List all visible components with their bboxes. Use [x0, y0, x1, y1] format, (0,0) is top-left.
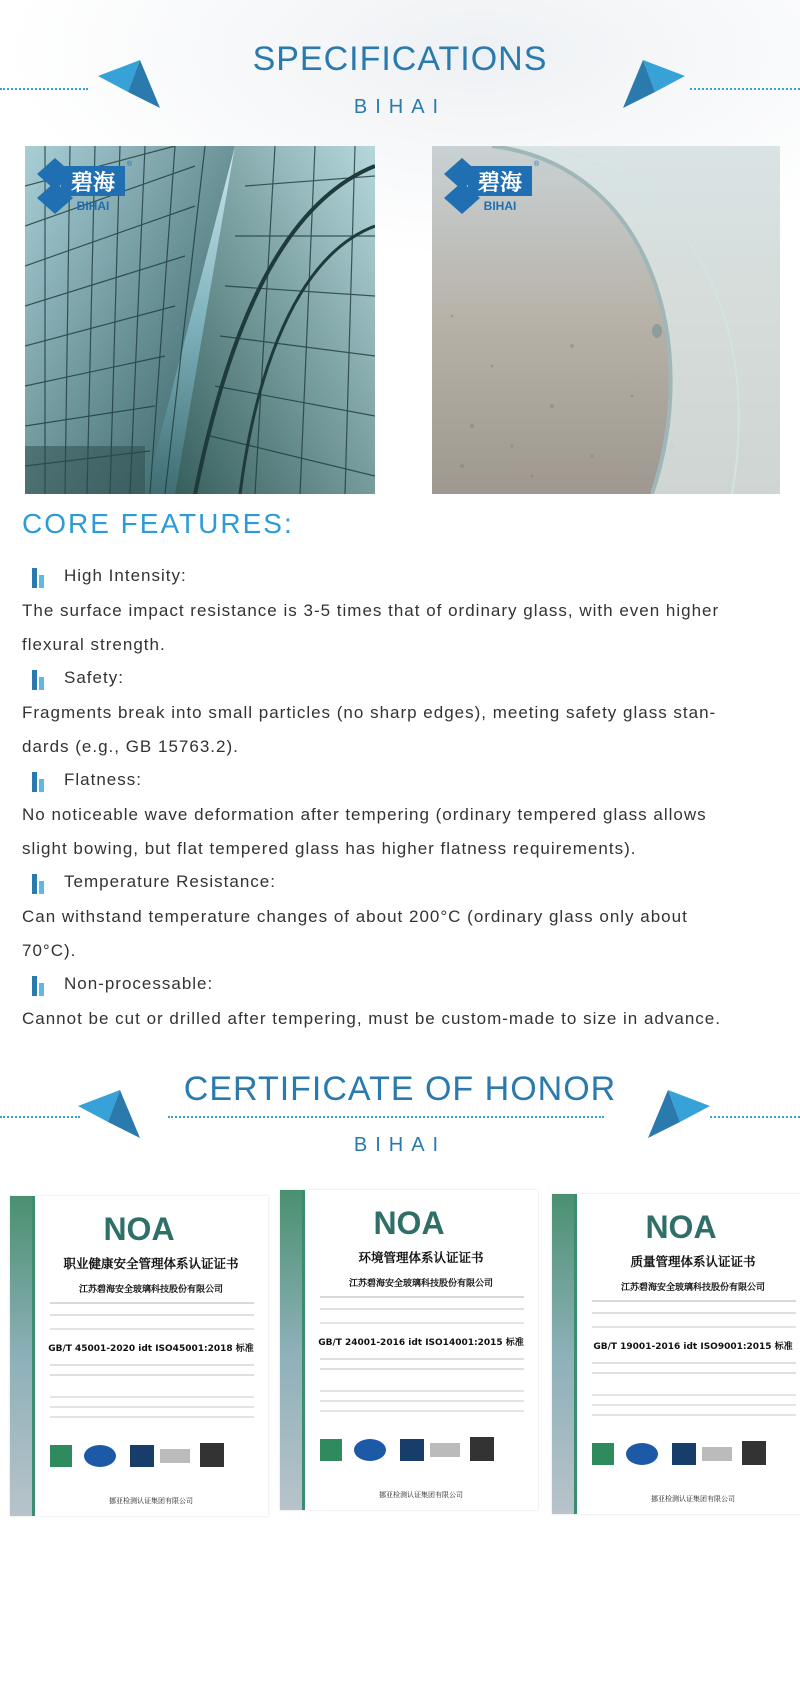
feature-desc-line: No noticeable wave deformation after tempering (ordinary tempered glass allows — [22, 805, 707, 824]
cert-side-line — [302, 1190, 305, 1510]
feature-desc-line: 70°C). — [22, 941, 77, 960]
specifications-header — [0, 0, 800, 130]
bihai-logo-icon — [33, 154, 133, 218]
feature-description — [22, 900, 782, 968]
right-arrow-icon — [615, 58, 685, 118]
accreditation-badges-icon — [50, 1441, 250, 1471]
feature-item — [22, 662, 782, 764]
feature-heading — [22, 866, 782, 900]
feature-title: Safety: — [64, 668, 124, 687]
bar-chart-icon — [32, 770, 46, 792]
noa-logo-icon — [80, 1208, 198, 1248]
certificate-header — [0, 1060, 800, 1180]
registered-mark: ® — [127, 161, 133, 168]
registered-mark: ® — [534, 161, 540, 168]
feature-heading — [22, 764, 782, 798]
specifications-subtitle: BIHAI — [353, 96, 447, 118]
feature-desc-line: The surface impact resistance is 3-5 times that of ordinary glass, with even higher — [22, 601, 720, 620]
features-list — [22, 560, 782, 1036]
feature-item — [22, 866, 782, 968]
cert-title: 职业健康安全管理体系认证证书 — [63, 1256, 239, 1271]
cert-company: 江苏碧海安全玻璃科技股份有限公司 — [620, 1283, 765, 1293]
cert-issuer: 挪亚检测认证集团有限公司 — [379, 1491, 463, 1499]
cert-side-line — [32, 1196, 35, 1516]
noa-logo-icon — [350, 1202, 468, 1242]
bihai-logo-icon — [440, 154, 540, 218]
feature-desc-line: dards (e.g., GB 15763.2). — [22, 737, 239, 756]
left-dotted-line — [0, 88, 88, 90]
feature-item — [22, 764, 782, 866]
cert-logo-text: NOA — [645, 1209, 717, 1245]
certificate-qms — [552, 1194, 800, 1514]
certificate-ems — [280, 1190, 538, 1510]
cert-title: 质量管理体系认证证书 — [630, 1254, 756, 1269]
cert-side-strip — [280, 1190, 302, 1510]
bar-chart-icon — [32, 566, 46, 588]
right-arrow-icon — [640, 1088, 710, 1148]
brand-logo-cn: 碧海 — [70, 171, 116, 196]
feature-heading — [22, 560, 782, 594]
feature-desc-line: Cannot be cut or drilled after tempering, must be custom-made to size in advance. — [22, 1009, 721, 1028]
accreditation-badges-icon — [320, 1435, 520, 1465]
photo-curved-glass — [432, 146, 780, 494]
feature-description — [22, 696, 782, 764]
right-dotted-line — [690, 88, 800, 90]
feature-title: Flatness: — [64, 770, 142, 789]
feature-item — [22, 560, 782, 662]
right-dotted-line — [710, 1116, 800, 1118]
core-features-title: CORE FEATURES: — [22, 508, 294, 539]
feature-title: Temperature Resistance: — [64, 872, 276, 891]
specifications-title: SPECIFICATIONS — [252, 40, 548, 78]
cert-company: 江苏碧海安全玻璃科技股份有限公司 — [348, 1279, 493, 1289]
photo-glass-building — [25, 146, 375, 494]
title-dotted-line — [168, 1116, 604, 1118]
feature-description — [22, 798, 782, 866]
certificate-subtitle: BIHAI — [353, 1134, 447, 1156]
feature-desc-line: slight bowing, but flat tempered glass has higher flatness requirements). — [22, 839, 637, 858]
left-dotted-line — [0, 1116, 80, 1118]
brand-logo-en: BIHAI — [76, 199, 110, 213]
feature-item — [22, 968, 782, 1036]
feature-description — [22, 594, 782, 662]
feature-heading — [22, 662, 782, 696]
cert-side-strip — [552, 1194, 574, 1514]
cert-issuer: 挪亚检测认证集团有限公司 — [651, 1495, 735, 1503]
cert-logo-text: NOA — [103, 1211, 175, 1247]
noa-logo-icon — [622, 1206, 740, 1246]
feature-desc-line: flexural strength. — [22, 635, 166, 654]
cert-issuer: 挪亚检测认证集团有限公司 — [109, 1497, 193, 1505]
brand-logo-cn: 碧海 — [477, 171, 523, 196]
cert-logo-text: NOA — [373, 1205, 445, 1241]
accreditation-badges-icon — [592, 1439, 792, 1469]
brand-logo-en: BIHAI — [483, 199, 517, 213]
feature-desc-line: Can withstand temperature changes of about 200°C (ordinary glass only about — [22, 907, 688, 926]
cert-side-strip — [10, 1196, 32, 1516]
feature-title: Non-processable: — [64, 974, 214, 993]
feature-heading — [22, 968, 782, 1002]
feature-desc-line: Fragments break into small particles (no sharp edges), meeting safety glass stan- — [22, 703, 717, 722]
cert-standard: GB/T 24001-2016 idt ISO14001:2015 标准 — [318, 1338, 524, 1348]
bar-chart-icon — [32, 974, 46, 996]
certificate-title: CERTIFICATE OF HONOR — [183, 1070, 617, 1108]
certificate-ohsms — [10, 1196, 268, 1516]
cert-standard: GB/T 19001-2016 idt ISO9001:2015 标准 — [593, 1342, 793, 1352]
cert-title: 环境管理体系认证证书 — [358, 1250, 484, 1265]
cert-company: 江苏碧海安全玻璃科技股份有限公司 — [78, 1285, 223, 1295]
bar-chart-icon — [32, 668, 46, 690]
feature-description — [22, 1002, 782, 1036]
cert-side-line — [574, 1194, 577, 1514]
feature-title: High Intensity: — [64, 566, 187, 585]
bar-chart-icon — [32, 872, 46, 894]
cert-standard: GB/T 45001-2020 idt ISO45001:2018 标准 — [48, 1344, 254, 1354]
